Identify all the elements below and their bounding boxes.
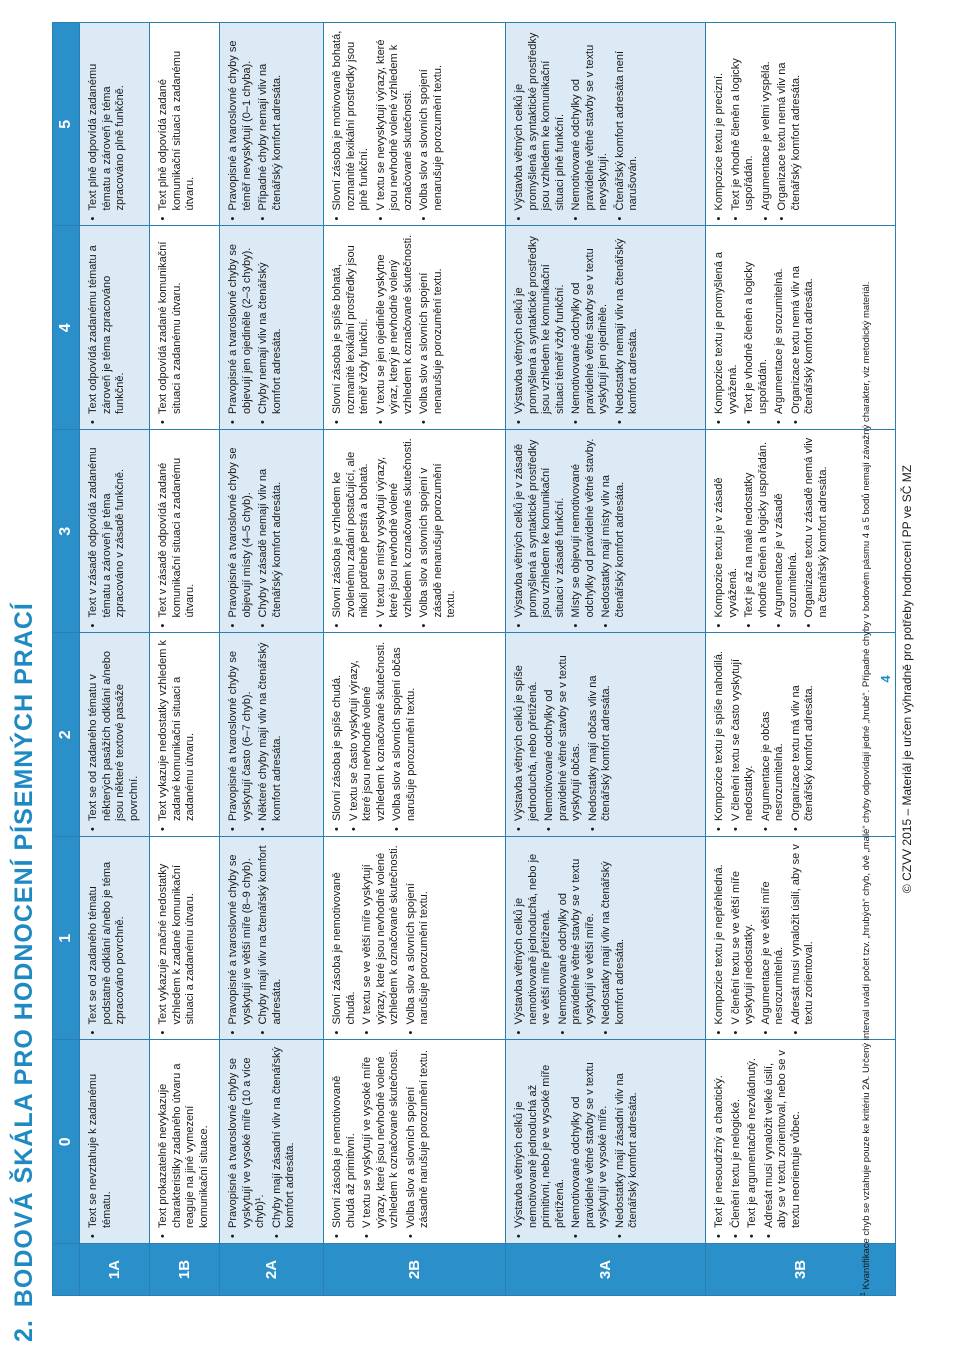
score-cell bbox=[220, 430, 324, 634]
score-cell bbox=[150, 633, 220, 837]
descriptor-item: • Pravopisné a tvaroslovné chyby se vyskytují často (6–7 chyb). bbox=[227, 639, 254, 822]
descriptor-item: • Nedostatky mají zásadní vliv na čtenářský komfort adresáta. bbox=[614, 1046, 641, 1229]
descriptor-item: • Adresát musí vynaložit úsilí, aby se v textu zorientoval. bbox=[790, 842, 817, 1025]
score-header: 2 bbox=[53, 633, 80, 837]
score-cell bbox=[220, 23, 324, 227]
descriptor-item: • Argumentace je srozumitelná. bbox=[773, 232, 787, 415]
page-number: 4 bbox=[878, 675, 893, 683]
descriptor-item: • Argumentace je občas nesrozumitelná. bbox=[760, 639, 787, 822]
criterion-label: 2A bbox=[220, 1244, 324, 1296]
descriptor-item: • V členění textu se často vyskytují nedostatky. bbox=[730, 639, 757, 822]
rubric-body bbox=[80, 23, 896, 1296]
descriptor-list bbox=[325, 838, 439, 1039]
score-cell bbox=[506, 1040, 706, 1244]
score-header-row bbox=[53, 23, 80, 1296]
score-cell bbox=[506, 633, 706, 837]
descriptor-item: • Kompozice textu je v zásadě vyvážená. bbox=[713, 435, 740, 618]
score-cell bbox=[150, 1040, 220, 1244]
score-header: 5 bbox=[53, 23, 80, 227]
score-cell bbox=[220, 837, 324, 1041]
score-header: 1 bbox=[53, 837, 80, 1041]
descriptor-item: • Slovní zásoba je nemotivovaně chudá. bbox=[331, 842, 358, 1025]
descriptor-list bbox=[707, 635, 824, 836]
descriptor-item: • Text se od zadaného tématu v některých pasážích odklání a/nebo jsou některé textové pasáže povrchní. bbox=[87, 639, 141, 822]
descriptor-item: • Výstavba větných celků je promyšlená a syntaktické prostředky jsou vzhledem ke komunikační situaci plně funkční. bbox=[513, 28, 567, 211]
criterion-row-2b bbox=[324, 23, 506, 1296]
descriptor-item: • Členění textu je nelogické. bbox=[730, 1046, 744, 1229]
criterion-label: 1B bbox=[150, 1244, 220, 1296]
descriptor-list bbox=[151, 228, 191, 429]
score-cell bbox=[324, 837, 506, 1041]
descriptor-item: • Místy se objevují nemotivované odchylky od pravidelné větné stavby. bbox=[570, 435, 597, 618]
descriptor-list bbox=[707, 431, 837, 632]
descriptor-item: • Nemotivované odchylky od pravidelné větné stavby se v textu vyskytují občas. bbox=[543, 639, 584, 822]
descriptor-item: • Výstavba větných celků je promyšlená a syntaktické prostředky jsou vzhledem ke komunikační situaci téměř vždy funkční. bbox=[513, 232, 567, 415]
descriptor-list bbox=[81, 431, 135, 632]
descriptor-item: • Chyby v zásadě nemají vliv na čtenářský komfort adresáta. bbox=[257, 435, 284, 618]
descriptor-item: • Volba slov a slovních spojení občas narušuje porozumění textu. bbox=[391, 639, 418, 822]
descriptor-item: • Text vykazuje značné nedostatky vzhledem k zadané komunikační situaci a zadanému útvaru. bbox=[157, 842, 198, 1025]
descriptor-item: • Argumentace je ve větší míře nesrozumitelná. bbox=[760, 842, 787, 1025]
descriptor-list bbox=[221, 1042, 305, 1243]
descriptor-item: • Volba slov a slovních spojení zásadně narušuje porozumění textu. bbox=[405, 1046, 432, 1229]
descriptor-item: • Slovní zásoba je spíše bohatá, rozmanité lexikální prostředky jsou téměř vždy funkční. bbox=[331, 232, 372, 415]
descriptor-item: • Nemotivované odchylky od pravidelné větné stavby se v textu nevyskytují. bbox=[570, 28, 611, 211]
score-header: 3 bbox=[53, 430, 80, 634]
descriptor-item: • Nedostatky mají místy vliv na čtenářský komfort adresáta. bbox=[600, 435, 627, 618]
descriptor-list bbox=[507, 1042, 648, 1243]
descriptor-item: • Text se nevztahuje k zadanému tématu. bbox=[87, 1046, 114, 1229]
descriptor-list bbox=[221, 838, 291, 1039]
score-cell bbox=[220, 1040, 324, 1244]
score-cell bbox=[506, 430, 706, 634]
descriptor-item: • Kompozice textu je nepřehledná. bbox=[713, 842, 727, 1025]
score-cell bbox=[80, 633, 150, 837]
score-cell bbox=[506, 226, 706, 430]
descriptor-item: • Chyby nemají vliv na čtenářský komfort adresáta. bbox=[257, 232, 284, 415]
score-cell bbox=[324, 633, 506, 837]
page-title bbox=[4, 602, 44, 1342]
descriptor-item: • Volba slov a slovních spojení v zásadě nenarušuje porozumění textu. bbox=[418, 435, 459, 618]
score-cell bbox=[506, 837, 706, 1041]
criterion-row-2a bbox=[220, 23, 324, 1296]
descriptor-list bbox=[325, 24, 452, 225]
descriptor-item: • Kompozice textu je precizní. bbox=[713, 28, 727, 211]
descriptor-item: • Pravopisné a tvaroslovné chyby se vyskytují ve větší míře (8–9 chyb). bbox=[227, 842, 254, 1025]
footnote bbox=[858, 22, 873, 1296]
descriptor-item: • Nedostatky mají občas vliv na čtenářský komfort adresáta. bbox=[587, 639, 614, 822]
descriptor-item: • V členění textu se ve větší míře vyskytují nedostatky. bbox=[730, 842, 757, 1025]
score-cell bbox=[324, 226, 506, 430]
descriptor-item: • Text odpovídá zadané komunikační situaci a zadanému útvaru. bbox=[157, 232, 184, 415]
descriptor-item: • Volba slov a slovních spojení nenarušuje porozumění textu. bbox=[418, 28, 445, 211]
copyright-line: © CZVV 2015 – Materiál je určen výhradně pro potřeby hodnocení PP ve SČ MZ bbox=[900, 464, 914, 894]
score-cell bbox=[150, 837, 220, 1041]
descriptor-item: • Výstavba větných celků je nemotivovaně jednoduchá až primitivní, nebo je ve vysoké míře přetížená. bbox=[513, 1046, 567, 1229]
descriptor-item: • Argumentace je velmi vyspělá. bbox=[760, 28, 774, 211]
descriptor-item: • Pravopisné a tvaroslovné chyby se téměř nevyskytují (0–1 chyba). bbox=[227, 28, 254, 211]
descriptor-list bbox=[507, 838, 634, 1039]
descriptor-item: • Text je vhodně členěn a logicky uspořádán. bbox=[730, 28, 757, 211]
descriptor-list bbox=[81, 228, 135, 429]
score-header: 4 bbox=[53, 226, 80, 430]
descriptor-item: • V textu se nevyskytují výrazy, které jsou nevhodně volené vzhledem k označované skutečnosti. bbox=[375, 28, 416, 211]
descriptor-item: • Pravopisné a tvaroslovné chyby se objevují jen ojediněle (2–3 chyby). bbox=[227, 232, 254, 415]
descriptor-list bbox=[221, 431, 291, 632]
descriptor-list bbox=[707, 1042, 810, 1243]
descriptor-item: • Organizace textu nemá vliv na čtenářský komfort adresáta. bbox=[790, 232, 817, 415]
descriptor-list bbox=[81, 1042, 121, 1243]
descriptor-list bbox=[81, 635, 148, 836]
descriptor-item: • Nemotivované odchylky od pravidelné větné stavby se v textu vyskytují jen ojediněle. bbox=[570, 232, 611, 415]
descriptor-item: • Slovní zásoba je motivovaně bohatá, rozmanité lexikální prostředky jsou plně funkční. bbox=[331, 28, 372, 211]
descriptor-item: • Text se od zadaného tématu podstatně odklání a/nebo je téma zpracováno povrchně. bbox=[87, 842, 128, 1025]
descriptor-list bbox=[151, 24, 205, 225]
descriptor-item: • Organizace textu nemá vliv na čtenářský komfort adresáta. bbox=[776, 28, 803, 211]
descriptor-item: • Slovní zásoba je nemotivovaně chudá až primitivní. bbox=[331, 1046, 358, 1229]
descriptor-item: • Text odpovídá zadanému tématu a zároveň je téma zpracováno funkčně. bbox=[87, 232, 128, 415]
score-cell bbox=[506, 23, 706, 227]
descriptor-item: • Pravopisné a tvaroslovné chyby se vyskytují ve vysoké míře (10 a více chyb)¹. bbox=[227, 1046, 268, 1229]
criterion-label: 3A bbox=[506, 1244, 706, 1296]
criterion-row-3a bbox=[506, 23, 706, 1296]
descriptor-item: • Text je nesoudržný a chaotický. bbox=[713, 1046, 727, 1229]
descriptor-item: • Některé chyby mají vliv na čtenářský komfort adresáta. bbox=[257, 639, 284, 822]
descriptor-item: • Adresát musí vynaložit velké úsilí, aby se v textu zorientoval, nebo se v textu neorientuje vůbec. bbox=[763, 1046, 804, 1229]
score-cell bbox=[80, 1040, 150, 1244]
descriptor-item: • V textu se jen ojediněle vyskytne výraz, který je nevhodně volený vzhledem k označované skutečnosti. bbox=[375, 232, 416, 415]
descriptor-item: • Nemotivované odchylky od pravidelné větné stavby se v textu vyskytují ve vysoké míře. bbox=[570, 1046, 611, 1229]
descriptor-list bbox=[151, 1042, 218, 1243]
criterion-label: 3B bbox=[706, 1244, 896, 1296]
descriptor-item: • Text plně odpovídá zadané komunikační situaci a zadanému útvaru. bbox=[157, 28, 198, 211]
descriptor-list bbox=[325, 431, 466, 632]
descriptor-list bbox=[707, 24, 810, 225]
criterion-label: 1A bbox=[80, 1244, 150, 1296]
score-cell bbox=[220, 633, 324, 837]
descriptor-list bbox=[507, 24, 648, 225]
descriptor-item: • Chyby mají zásadní vliv na čtenářský komfort adresáta. bbox=[271, 1046, 298, 1229]
descriptor-item: • Text je až na malé nedostatky vhodně členěn a logicky uspořádán. bbox=[743, 435, 770, 618]
descriptor-item: • V textu se ve větší míře vyskytují výrazy, které jsou nevhodně volené vzhledem k označované skutečnosti. bbox=[361, 842, 402, 1025]
descriptor-item: • Nedostatky nemají vliv na čtenářský komfort adresáta. bbox=[614, 232, 641, 415]
score-cell bbox=[80, 837, 150, 1041]
descriptor-list bbox=[151, 431, 205, 632]
descriptor-item: • Chyby mají vliv na čtenářský komfort adresáta. bbox=[257, 842, 284, 1025]
descriptor-item: • Slovní zásoba je spíše chudá. bbox=[331, 639, 345, 822]
score-cell bbox=[80, 430, 150, 634]
descriptor-item: • Slovní zásoba je vzhledem ke zvolenému zadání postačující, ale nikoli potřebně pestrá a bohatá. bbox=[331, 435, 372, 618]
section-title: BODOVÁ ŠKÁLA PRO HODNOCENÍ PÍSEMNÝCH PRACÍ bbox=[9, 602, 38, 1308]
score-cell bbox=[150, 23, 220, 227]
descriptor-list bbox=[151, 838, 205, 1039]
descriptor-item: • Volba slov a slovních spojení nenarušuje porozumění textu. bbox=[418, 232, 445, 415]
footnote-mark: 1 bbox=[860, 1292, 867, 1296]
descriptor-list bbox=[325, 228, 452, 429]
descriptor-item: • Kompozice textu je spíše nahodilá. bbox=[713, 639, 727, 822]
score-cell bbox=[80, 226, 150, 430]
descriptor-list bbox=[221, 24, 291, 225]
descriptor-list bbox=[81, 838, 135, 1039]
descriptor-list bbox=[707, 838, 824, 1039]
descriptor-item: • Volba slov a slovních spojení narušuje porozumění textu. bbox=[405, 842, 432, 1025]
score-cell bbox=[324, 1040, 506, 1244]
rubric-table bbox=[52, 22, 896, 1296]
descriptor-item: • Výstavba větných celků je spíše jednoduchá, nebo přetížená. bbox=[513, 639, 540, 822]
descriptor-item: • Kompozice textu je promyšlená a vyvážená. bbox=[713, 232, 740, 415]
descriptor-list bbox=[507, 635, 621, 836]
descriptor-item: • Výstavba větných celků je v zásadě promyšlená a syntaktické prostředky jsou vzhledem ke komunikační situaci v zásadě funkční. bbox=[513, 435, 567, 618]
score-cell bbox=[324, 430, 506, 634]
descriptor-list bbox=[325, 635, 425, 836]
descriptor-item: • Text v zásadě odpovídá zadané komunikační situaci a zadanému útvaru. bbox=[157, 435, 198, 618]
descriptor-item: • Text plně odpovídá zadanému tématu a zároveň je téma zpracováno plně funkčně. bbox=[87, 28, 128, 211]
descriptor-item: • Argumentace je v zásadě srozumitelná. bbox=[773, 435, 800, 618]
descriptor-list bbox=[325, 1042, 439, 1243]
descriptor-list bbox=[507, 228, 648, 429]
descriptor-item: • Nedostatky mají vliv na čtenářský komfort adresáta. bbox=[600, 842, 627, 1025]
descriptor-item: • Text prokazatelně nevykazuje charakteristiky zadaného útvaru a reaguje na jiné vymezení komunikační situace. bbox=[157, 1046, 211, 1229]
score-cell bbox=[150, 430, 220, 634]
descriptor-list bbox=[221, 635, 291, 836]
descriptor-list bbox=[221, 228, 291, 429]
descriptor-item: • V textu se místy vyskytují výrazy, které jsou nevhodně volené vzhledem k označované skutečnosti. bbox=[375, 435, 416, 618]
descriptor-list bbox=[707, 228, 824, 429]
descriptor-item: • Text je vhodně členěn a logicky uspořádán. bbox=[743, 232, 770, 415]
criterion-label: 2B bbox=[324, 1244, 506, 1296]
descriptor-item: • Pravopisné a tvaroslovné chyby se objevují místy (4–5 chyb). bbox=[227, 435, 254, 618]
section-number: 2. bbox=[9, 1319, 38, 1342]
descriptor-item: • Organizace textu v zásadě nemá vliv na čtenářský komfort adresáta. bbox=[803, 435, 830, 618]
descriptor-item: • Text vykazuje nedostatky vzhledem k zadané komunikační situaci a zadanému útvaru. bbox=[157, 639, 198, 822]
descriptor-item: • Text je argumentačně nezvládnutý. bbox=[746, 1046, 760, 1229]
descriptor-list bbox=[507, 431, 634, 632]
descriptor-list bbox=[81, 24, 135, 225]
score-cell bbox=[150, 226, 220, 430]
descriptor-item: • Výstavba větných celků je nemotivovaně jednoduchá, nebo je ve větší míře přetížená. bbox=[513, 842, 554, 1025]
score-cell bbox=[324, 23, 506, 227]
descriptor-item: • V textu se vyskytují ve vysoké míře výrazy, které jsou nevhodně volené vzhledem k označované skutečnosti. bbox=[361, 1046, 402, 1229]
descriptor-item: • Text v zásadě odpovídá zadanému tématu a zároveň je téma zpracováno v zásadě funkčně. bbox=[87, 435, 128, 618]
score-header: 0 bbox=[53, 1040, 80, 1244]
descriptor-item: • Organizace textu má vliv na čtenářský komfort adresáta. bbox=[790, 639, 817, 822]
descriptor-item: • Případné chyby nemají vliv na čtenářský komfort adresáta. bbox=[257, 28, 284, 211]
score-cell bbox=[80, 23, 150, 227]
criterion-row-1a bbox=[80, 23, 150, 1296]
score-cell bbox=[220, 226, 324, 430]
descriptor-item: • V textu se často vyskytují výrazy, které jsou nevhodně volené vzhledem k označované skutečnosti. bbox=[348, 639, 389, 822]
descriptor-list bbox=[151, 635, 205, 836]
table-corner bbox=[53, 1244, 80, 1296]
descriptor-item: • Nemotivované odchylky od pravidelné větné stavby se v textu vyskytují ve větší míře. bbox=[557, 842, 598, 1025]
descriptor-item: • Čtenářský komfort adresáta není narušován. bbox=[614, 28, 641, 211]
footnote-text: Kvantifikace chyb se vztahuje pouze ke kritériu 2A. Určený interval uvádí počet tzv. „hrubých“ chyb, dvě „malé“ chyby odpovídají jedné „hrubé“. Případné chyby v bodovém pásmu 4 a 5 bodů nemají závažný charakter, viz metodický materiál. bbox=[861, 281, 873, 1290]
criterion-row-1b bbox=[150, 23, 220, 1296]
